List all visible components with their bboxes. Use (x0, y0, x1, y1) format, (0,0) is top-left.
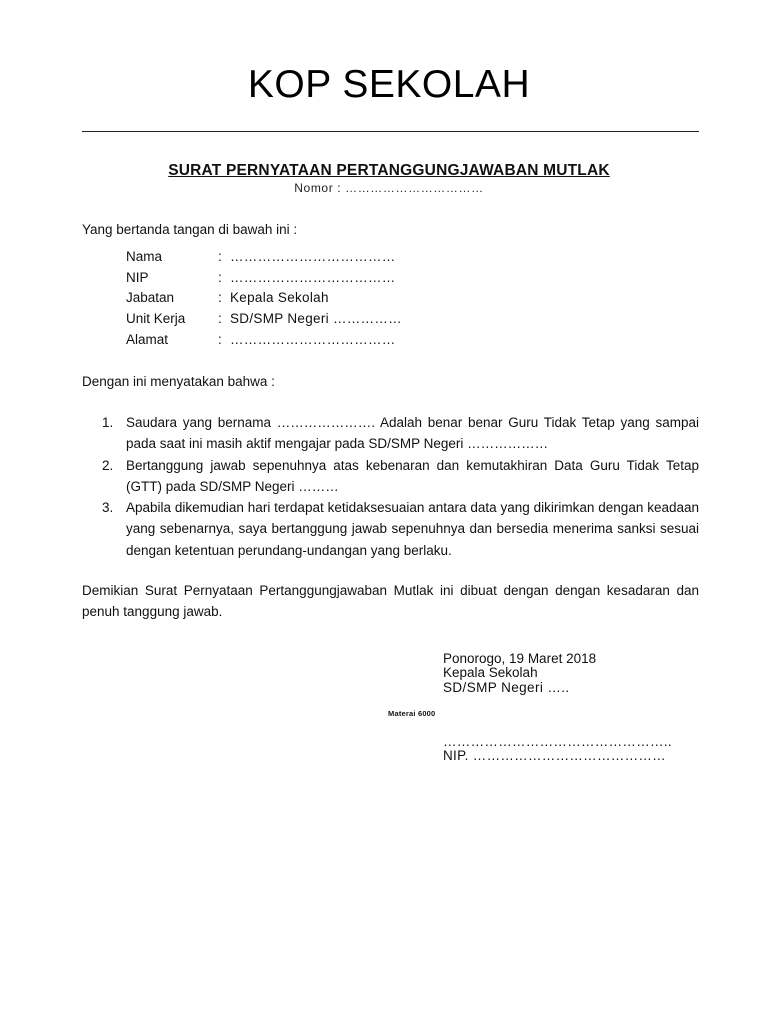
list-number: 1. (102, 415, 114, 430)
field-label: Jabatan (126, 290, 175, 305)
document-title: SURAT PERNYATAAN PERTANGGUNGJAWABAN MUTLAK (168, 162, 610, 179)
field-colon: : (218, 311, 222, 326)
list-item (82, 412, 699, 455)
list-number: 3. (102, 500, 114, 516)
statement-intro: Dengan ini menyatakan bahwa : (82, 374, 275, 389)
list-number: 2. (102, 457, 114, 473)
letterhead-divider (82, 131, 699, 132)
list-text: Saudara yang bernama …………………. Adalah benar benar Guru Tidak Tetap yang sampai pada saat ini masih aktif mengajar pada SD/SMP Negeri ……………… (126, 415, 699, 452)
intro-text: Yang bertanda tangan di bawah ini : (82, 222, 298, 237)
field-value: SD/SMP Negeri …………… (230, 311, 402, 326)
field-colon: : (218, 270, 222, 285)
school-letterhead: KOP SEKOLAH (247, 63, 531, 106)
field-label: Nama (126, 249, 163, 264)
statement-list (82, 412, 699, 561)
list-item (82, 497, 699, 561)
closing-paragraph: Demikian Surat Pernyataan Pertanggungjawaban Mutlak ini dibuat dengan dengan kesadaran dan penuh tanggung jawab. (82, 583, 699, 620)
list-item (82, 455, 699, 498)
signature-position: Kepala Sekolah (443, 665, 538, 680)
document-number: Nomor : …………………………… (294, 181, 484, 195)
signature-nip-line: NIP. …………………………………… (443, 748, 666, 763)
list-text: Bertanggung jawab sepenuhnya atas kebenaran dan kemutakhiran Data Guru Tidak Tetap (GTT) pada SD/SMP Negeri ……… (126, 457, 699, 494)
signature-unit: SD/SMP Negeri ….. (443, 680, 570, 695)
field-label: NIP (126, 270, 149, 285)
field-value: ……………………………… (230, 270, 396, 285)
field-colon: : (218, 249, 222, 264)
field-colon: : (218, 290, 222, 305)
field-value: Kepala Sekolah (230, 290, 329, 305)
field-label: Unit Kerja (126, 311, 186, 326)
field-colon: : (218, 332, 222, 347)
signature-name-line: ………………………………………….. (443, 734, 672, 749)
list-text: Apabila dikemudian hari terdapat ketidaksesuaian antara data yang dikirimkan dengan keadaan yang sebenarnya, saya bertanggung jawab sepenuhnya dan bersedia menerima sanksi sesuai dengan ketentuan perundang-undangan yang berlaku. (126, 500, 699, 558)
field-value: ……………………………… (230, 249, 396, 264)
field-value: ……………………………… (230, 332, 396, 347)
materai-stamp-label: Materai 6000 (388, 709, 436, 718)
field-label: Alamat (126, 332, 169, 347)
signature-place-date: Ponorogo, 19 Maret 2018 (443, 651, 597, 666)
